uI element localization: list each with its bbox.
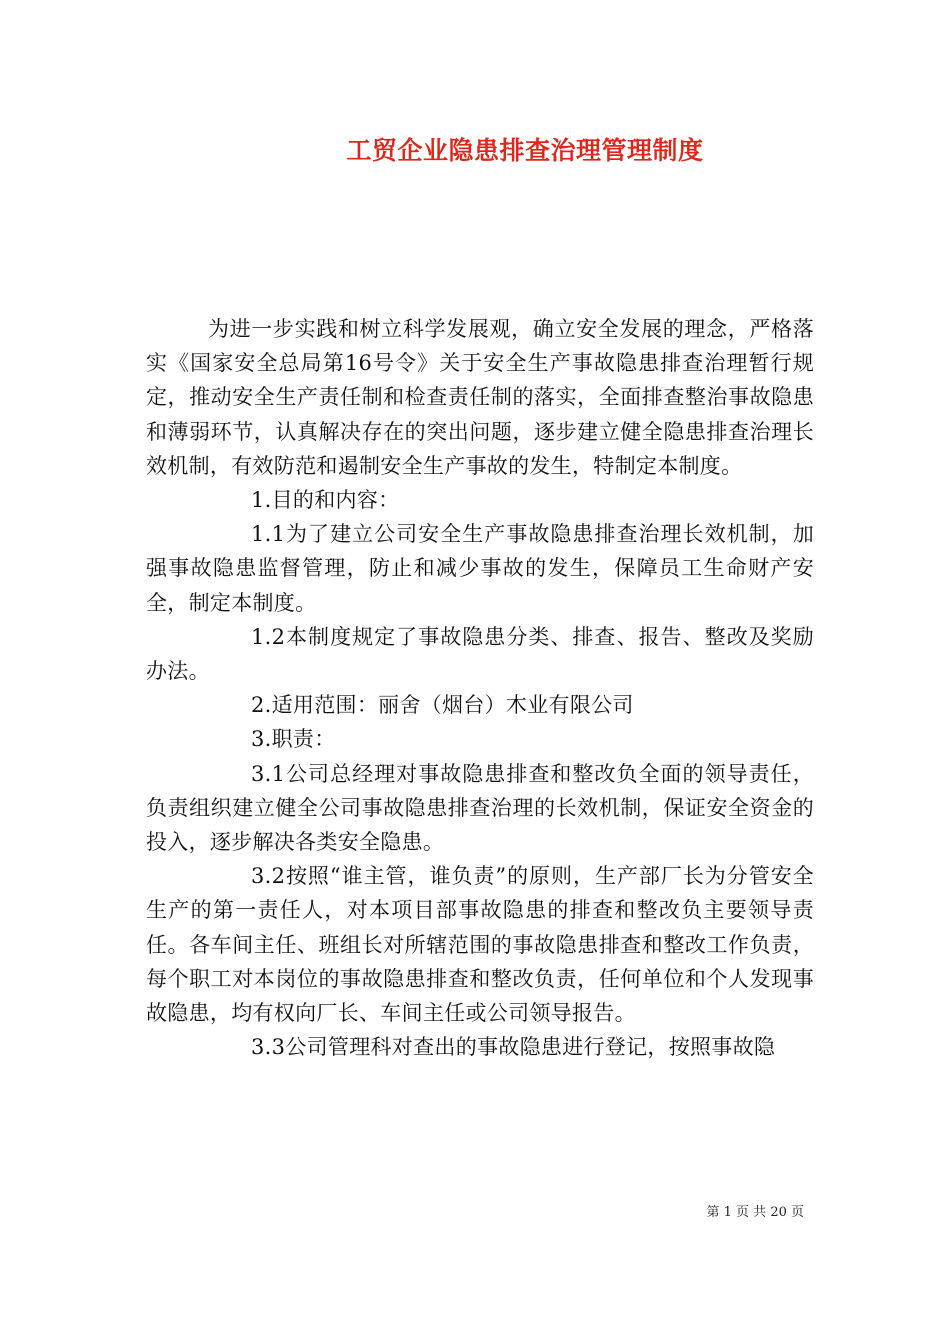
clause-paragraph: 3.1公司总经理对事故隐患排查和整改负全面的领导责任，负责组织建立健全公司事故隐患排查治理的长效机制，保证安全资金的投入，逐步解决各类安全隐患。: [146, 761, 814, 855]
section-heading: 1.目的和内容：: [251, 488, 400, 513]
section-heading: 2.适用范围：丽舍（烟台）木业有限公司: [251, 693, 634, 718]
section-heading: 3.职责：: [251, 727, 336, 752]
document-body: [146, 312, 814, 1064]
clause-paragraph: 3.2按照“谁主管，谁负责”的原则，生产部厂长为分管安全生产的第一责任人，对本项目部事故隐患的排查和整改负主要领导责任。各车间主任、班组长对所辖范围的事故隐患排查和整改工作负责，每个职工对本岗位的事故隐患排查和整改负责，任何单位和个人发现事故隐患，均有权向厂长、车间主任或公司领导报告。: [146, 864, 814, 1026]
clause-paragraph: 1.1为了建立公司安全生产事故隐患排查治理长效机制，加强事故隐患监督管理，防止和减少事故的发生，保障员工生命财产安全，制定本制度。: [146, 522, 814, 615]
page-number-footer: 第 1 页 共 20 页: [706, 1205, 804, 1220]
intro-paragraph: 为进一步实践和树立科学发展观，确立安全发展的理念，严格落实《国家安全总局第16号令》关于安全生产事故隐患排查治理暂行规定，推动安全生产责任制和检查责任制的落实，全面排查整治事故隐患和薄弱环节，认真解决存在的突出问题，逐步建立健全隐患排查治理长效机制，有效防范和遏制安全生产事故的发生，特制定本制度。: [146, 317, 814, 478]
clause-paragraph: 3.3公司管理科对查出的事故隐患进行登记，按照事故隐: [251, 1035, 776, 1060]
document-title: 工贸企业隐患排查治理管理制度: [346, 136, 704, 165]
clause-paragraph: 1.2本制度规定了事故隐患分类、排查、报告、整改及奖励办法。: [146, 624, 814, 684]
